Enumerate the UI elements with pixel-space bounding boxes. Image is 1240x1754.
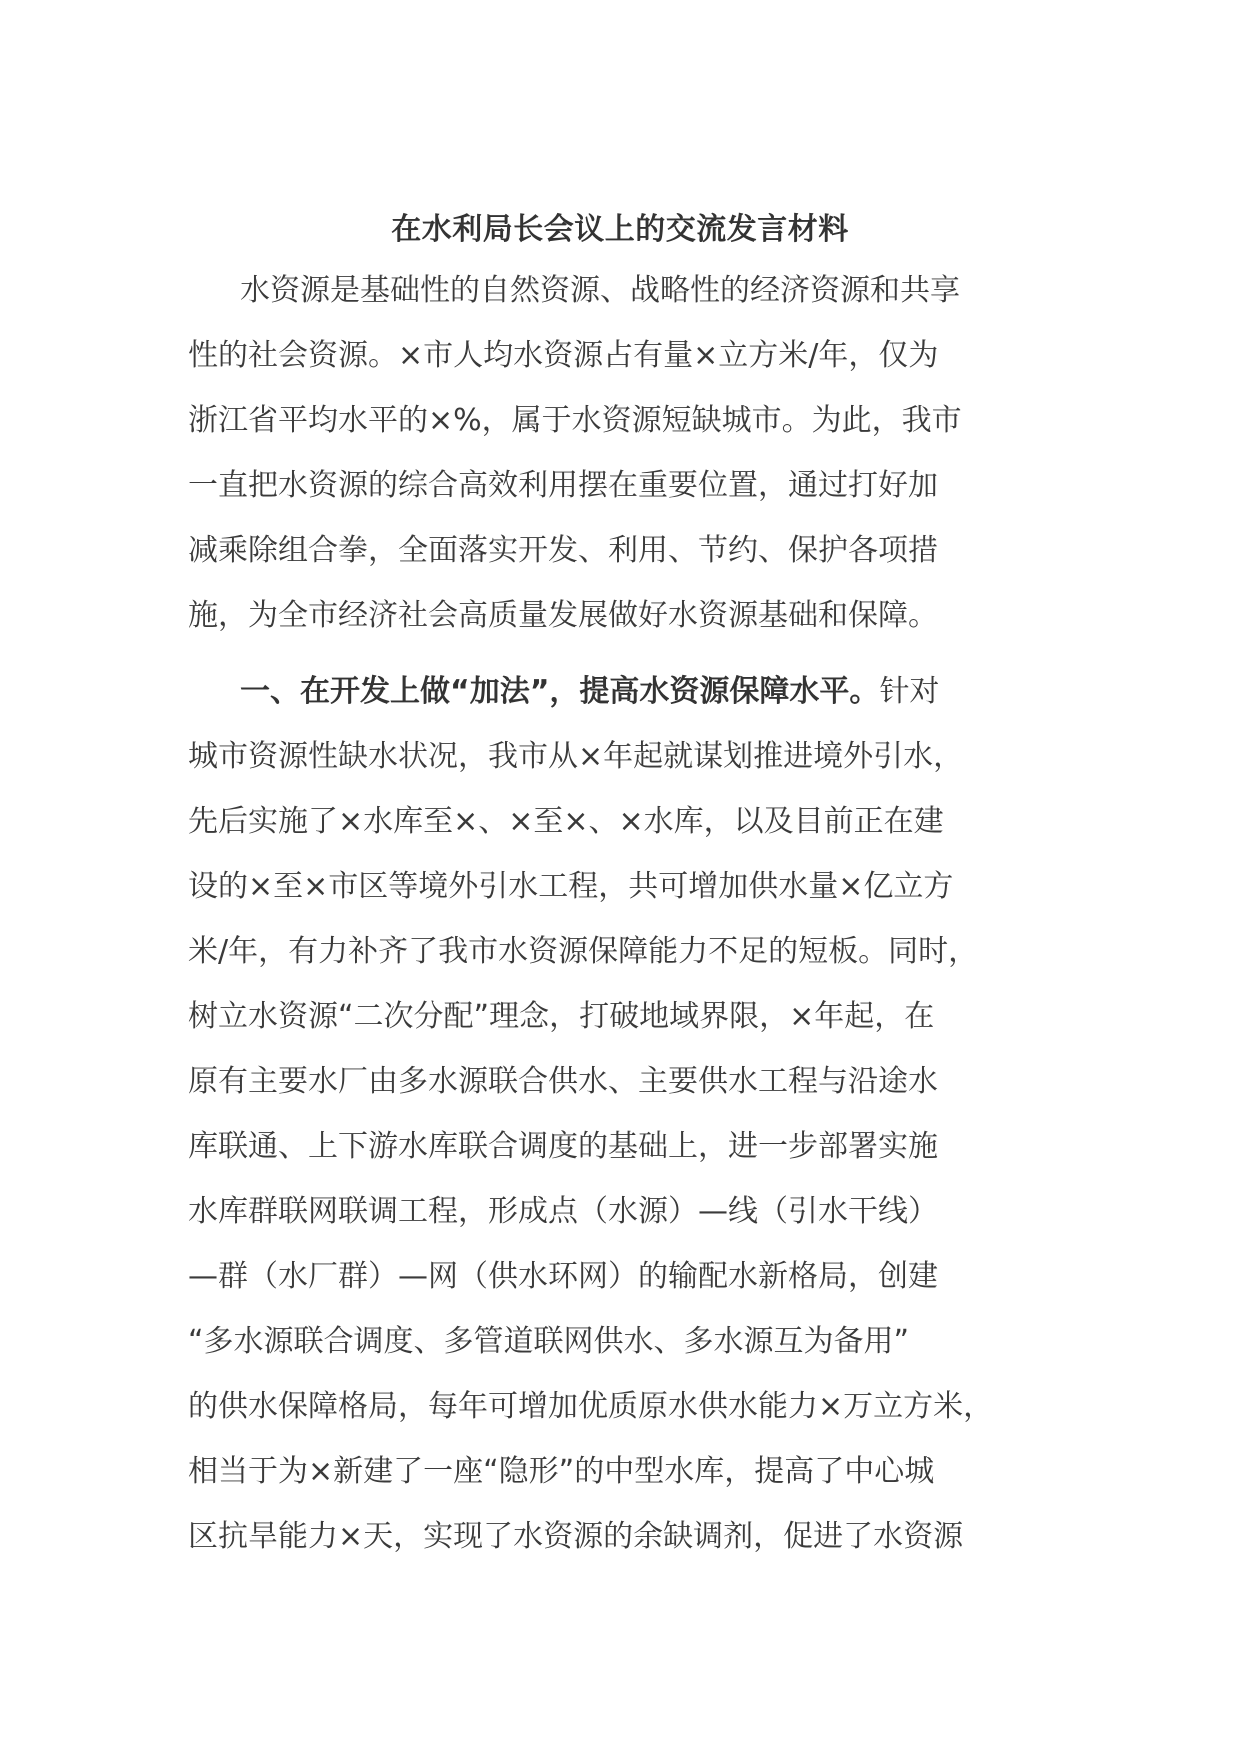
paragraph-line: 浙江省平均水平的×%，属于水资源短缺城市。为此，我市 (188, 403, 962, 438)
section-1-heading: 一、在开发上做“加法”，提高水资源保障水平。 (240, 674, 880, 709)
paragraph-line: 原有主要水厂由多水源联合供水、主要供水工程与沿途水 (188, 1064, 938, 1099)
paragraph-line: 减乘除组合拳，全面落实开发、利用、节约、保护各项措 (188, 533, 938, 568)
paragraph-line: —群（水厂群）—网（供水环网）的输配水新格局，创建 (188, 1259, 938, 1294)
section-1-first-line (188, 659, 1068, 724)
paragraph-line: 水库群联网联调工程，形成点（水源）—线（引水干线） (188, 1194, 938, 1229)
paragraph-line: 区抗旱能力×天，实现了水资源的余缺调剂，促进了水资源 (188, 1519, 964, 1554)
document-body (188, 258, 1068, 1569)
paragraph-line: 性的社会资源。×市人均水资源占有量×立方米/年，仅为 (188, 338, 939, 373)
paragraph-line: 库联通、上下游水库联合调度的基础上，进一步部署实施 (188, 1129, 938, 1164)
document-title: 在水利局长会议上的交流发言材料 (391, 212, 849, 247)
paragraph-line: 的供水保障格局，每年可增加优质原水供水能力×万立方米， (188, 1389, 994, 1424)
section-1-paragraph (188, 659, 1068, 1569)
intro-paragraph (188, 258, 1068, 648)
paragraph-line: 米/年，有力补齐了我市水资源保障能力不足的短板。同时， (188, 934, 979, 969)
paragraph-line: 一直把水资源的综合高效利用摆在重要位置，通过打好加 (188, 468, 938, 503)
paragraph-line: 施，为全市经济社会高质量发展做好水资源基础和保障。 (188, 598, 938, 633)
section-1-lead-text: 针对 (879, 674, 940, 709)
paragraph-line: 树立水资源“二次分配”理念，打破地域界限，×年起，在 (188, 999, 935, 1034)
paragraph-line: 设的×至×市区等境外引水工程，共可增加供水量×亿立方 (188, 869, 954, 904)
paragraph-line: 水资源是基础性的自然资源、战略性的经济资源和共享 (240, 273, 960, 308)
paragraph-line: “多水源联合调度、多管道联网供水、多水源互为备用” (188, 1324, 910, 1359)
paragraph-line: 城市资源性缺水状况，我市从×年起就谋划推进境外引水， (188, 739, 964, 774)
paragraph-spacer (188, 648, 1068, 659)
paragraph-line: 相当于为×新建了一座“隐形”的中型水库，提高了中心城 (188, 1454, 935, 1489)
paragraph-line: 先后实施了×水库至×、×至×、×水库，以及目前正在建 (188, 804, 944, 839)
